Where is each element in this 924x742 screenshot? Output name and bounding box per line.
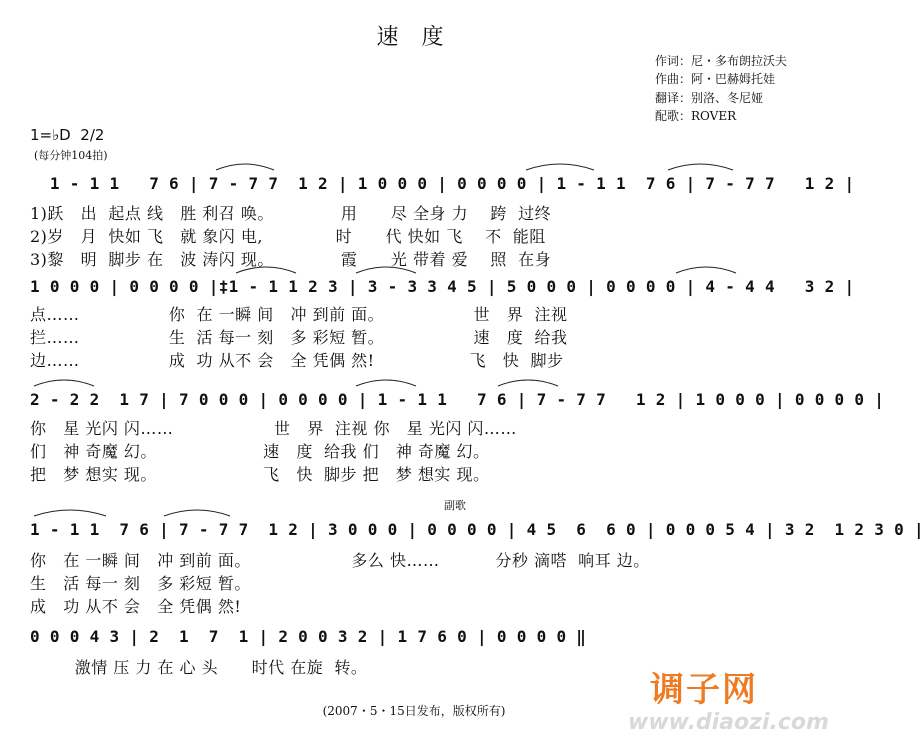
lyric-row-5: 激情 压 力 在 心 头 时代 在旋 转。 xyxy=(30,658,368,677)
slur-arc xyxy=(34,510,106,516)
slur-arc xyxy=(526,164,594,170)
lyric-row-4-verse-1: 你 在 一瞬 间 冲 到前 面。 多么 快…… 分秒 滴嗒 响耳 边。 xyxy=(30,551,650,570)
lyric-row-3-verse-3: 把 梦 想实 现。 飞 快 脚步 把 梦 想实 现。 xyxy=(30,465,490,484)
lyric-row-1-verse-2: 2)岁 月 快如 飞 就 象闪 电, 时 代 快如 飞 不 能阻 xyxy=(30,227,546,246)
notation-row-5: 0 0 0 4 3 | 2 1 7 1 | 2 0 0 3 2 | 1 7 6 0 | 0 0 0 0 ‖ xyxy=(30,627,587,646)
notation-row-4: 1 - 1 1 7 6 | 7 - 7 7 1 2 | 3 0 0 0 | 0 0 0 0 | 4 5 6 6 0 | 0 0 0 5 4 | 3 2 1 2 3 0 | xyxy=(30,520,924,539)
slur-arc xyxy=(164,510,230,516)
slur-arc xyxy=(668,164,733,170)
copyright-footer: (2007・5・15日发布，版权所有) xyxy=(322,704,506,718)
slur-arc xyxy=(676,267,736,273)
lyric-row-2-verse-2: 拦…… 生 活 每一 刻 多 彩短 暂。 速 度 给我 xyxy=(30,328,568,347)
notation-row-3: 2 - 2 2 1 7 | 7 0 0 0 | 0 0 0 0 | 1 - 1 1 7 6 | 7 - 7 7 1 2 | 1 0 0 0 | 0 0 0 0 | xyxy=(30,390,885,409)
translator-credit: 翻译：别洛、冬尼娅 xyxy=(655,91,764,105)
slur-arc xyxy=(356,267,416,273)
lyricist-credit: 作词：尼・多布朗拉沃夫 xyxy=(655,54,788,68)
watermark-url: www.diaozi.com xyxy=(628,710,829,735)
tempo-marking: (每分钟104拍) xyxy=(34,149,108,162)
composer-credit: 作曲：阿・巴赫姆托娃 xyxy=(655,72,776,86)
lyric-row-1-verse-3: 3)黎 明 脚步 在 波 涛闪 现。 霞 光 带着 爱 照 在身 xyxy=(30,250,552,269)
slur-arc xyxy=(498,380,558,386)
singer-credit: 配歌：ROVER xyxy=(655,109,737,123)
slur-arc xyxy=(356,380,416,386)
notation-row-1: 1 - 1 1 7 6 | 7 - 7 7 1 2 | 1 0 0 0 | 0 0 0 0 | 1 - 1 1 7 6 | 7 - 7 7 1 2 | xyxy=(30,174,855,193)
slur-arc xyxy=(34,380,94,386)
slur-arc xyxy=(216,164,274,170)
chorus-label: 副歌 xyxy=(444,499,466,512)
lyric-row-3-verse-2: 们 神 奇魔 幻。 速 度 给我 们 神 奇魔 幻。 xyxy=(30,442,490,461)
slur-arc xyxy=(236,267,296,273)
notation-row-2: 1 0 0 0 | 0 0 0 0 |‡1 - 1 1 2 3 | 3 - 3 3 4 5 | 5 0 0 0 | 0 0 0 0 | 4 - 4 4 3 2 | xyxy=(30,277,855,296)
watermark-brand: 调子网 xyxy=(650,670,758,710)
lyric-row-4-verse-2: 生 活 每一 刻 多 彩短 暂。 xyxy=(30,574,251,593)
lyric-row-2-verse-1: 点…… 你 在 一瞬 间 冲 到前 面。 世 界 注视 xyxy=(30,305,568,324)
lyric-row-2-verse-3: 边…… 成 功 从不 会 全 凭偶 然! 飞 快 脚步 xyxy=(30,351,564,370)
song-title: 速 度 xyxy=(376,25,452,50)
key-signature: 1=♭D 2/2 xyxy=(30,126,105,144)
lyric-row-4-verse-3: 成 功 从不 会 全 凭偶 然! xyxy=(30,597,242,616)
lyric-row-1-verse-1: 1)跃 出 起点 线 胜 利召 唤。 用 尽 全身 力 跨 过终 xyxy=(30,204,552,223)
lyric-row-3-verse-1: 你 星 光闪 闪…… 世 界 注视 你 星 光闪 闪…… xyxy=(30,419,517,438)
